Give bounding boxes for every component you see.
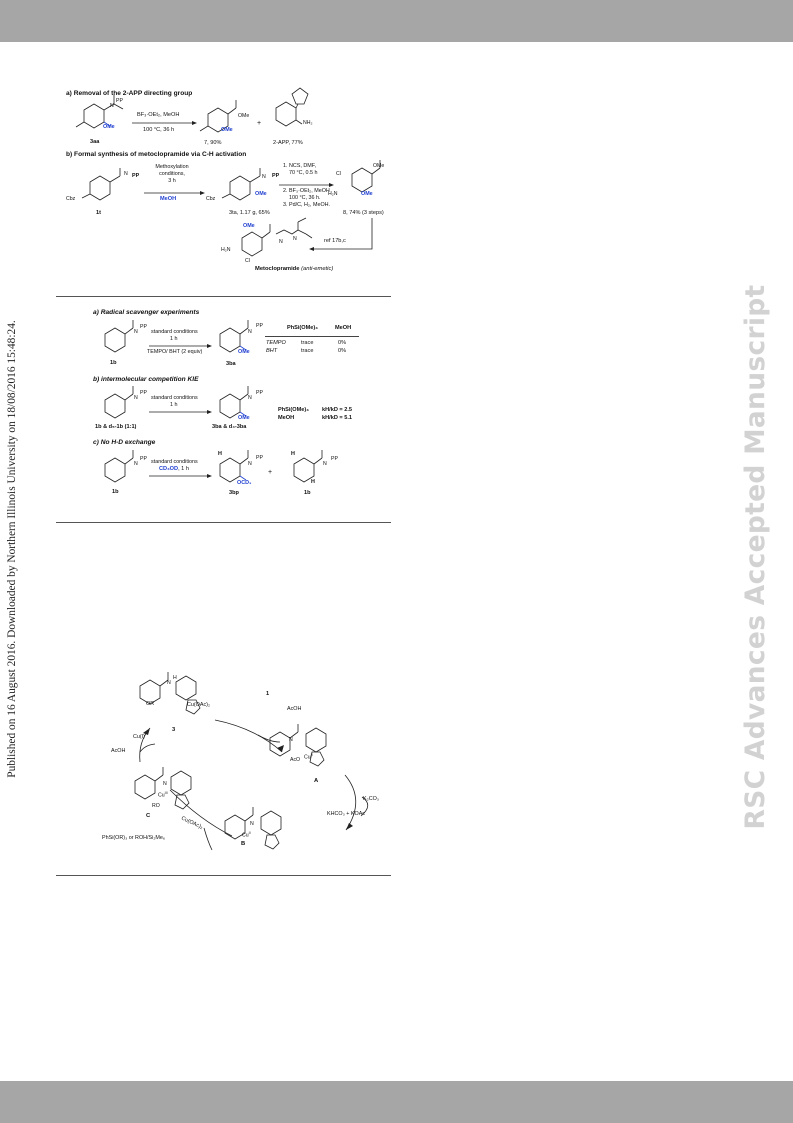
scheme-1b-title: b) Formal synthesis of metoclopramide via C-H activation [66,151,247,158]
publication-stamp: Published on 16 August 2016. Downloaded by Northern Illinois University on 18/08/2016 15:48:24. [6,320,18,778]
divider [56,875,391,876]
three-step-conditions-2: 2. BF₃·OEt₂, MeOH 100 °C, 36 h. 3. Pd/C, H₂, MeOH. [283,188,331,208]
intermediate-B [215,805,305,855]
three-step-conditions: 1. NCS, DMF, 70 °C, 0.5 h [283,163,318,176]
scheme-1a-title: a) Removal of the 2-APP directing group [66,90,193,97]
scheme-2a-title: a) Radical scavenger experiments [93,309,200,316]
journal-watermark: RSC Advances Accepted Manuscript [740,284,771,830]
methoxylation-conditions: Methoxylation conditions, 3 h [155,164,189,184]
scheme-2c-title: c) No H-D exchange [93,439,156,446]
scheme-2b-title: b) intermolecular competition KIE [93,376,199,383]
intermediate-A [260,722,350,772]
intermediate-C [125,765,215,815]
